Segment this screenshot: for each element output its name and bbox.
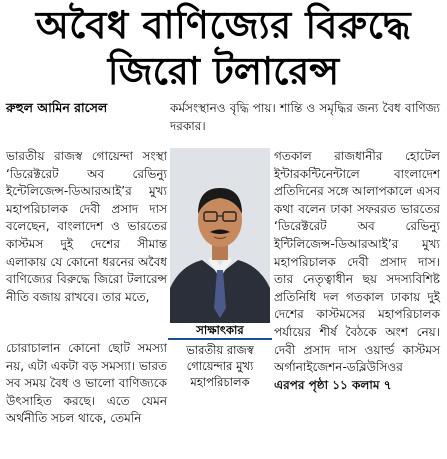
photo-label: সাক্ষাৎকার [196, 323, 244, 337]
portrait-image [170, 148, 270, 323]
body-right-column [274, 148, 440, 394]
body-left-bottom [6, 340, 167, 428]
body-paragraph: কর্মসংস্থানও বৃদ্ধি পায়। শান্তি ও সমৃদ্ধির জন্য বৈধ বাণিজ্য দরকার। [170, 101, 440, 133]
continuation-note: এরপর পৃষ্ঠা ১১ কলাম ৭ [274, 377, 392, 392]
headline-line-1: অবৈধ বাণিজ্যের বিরুদ্ধে [35, 3, 412, 47]
body-paragraph: ভারতীয় রাজস্ব গোয়েন্দা সংস্থা ‘ডিরেক্টরেট অব রেভিন্যু ইন্টেলিজেন্স-ডিআরআই’র মুখ্য মহাপরিচালক দেবী প্রসাদ দাস বলেছেন, বাংলাদেশ ও ভারতের কাস্টমস দুই দেশের সীমান্ত এলাকায় যে কোনো ধরনের অবৈধ বাণিজ্যের বিরুদ্ধে জিরো টলারেন্স নীতি বজায় রাখবে। তার মতে, [6, 149, 167, 304]
photo-caption: ভারতীয় রাজস্ব গোয়েন্দার মুখ্য মহাপরিচালক [168, 338, 272, 390]
headline [0, 2, 447, 94]
body-left-column [6, 148, 167, 306]
body-paragraph: চোরাচালান কোনো ছোট সমস্যা নয়, এটা একটা বড় সমস্যা। ভারত সব সময় বৈধ ও ভালো বাণিজ্যকে উৎসাহিত করছে। এতে যেমন অর্থনীতি সচল থাকে, তেমনি [6, 341, 167, 426]
body-top-right [170, 100, 440, 135]
headline-line-2: জিরো টলারেন্স [107, 49, 340, 93]
portrait-photo [170, 148, 270, 323]
byline: রুহুল আমিন রাসেল [6, 100, 108, 115]
body-paragraph: গতকাল রাজধানীর হোটেল ইন্টারকন্টিনেন্টালে বাংলাদেশ প্রতিদিনের সঙ্গে আলাপকালে এসব কথা বলেন ঢাকা সফররত ভারতের ‘ডিরেক্টরেট অব রেভিন্যু ইন্টিলিজেন্স-ডিআরআই’র মুখ্য মহাপরিচালক দেবী প্রসাদ দাস। তার নেতৃত্বাধীন ছয় সদস্যবিশিষ্ট প্রতিনিধি দল গতকাল ঢাকায় দুই দেশের কাস্টমসের মহাপরিচালক পর্যায়ের শীর্ষ বৈঠকে অংশ নেয়। দেবী প্রসাদ দাস ওয়ার্ল্ড কাস্টমস অর্গানাইজেশন-ডব্লিউসিওর [274, 149, 440, 375]
